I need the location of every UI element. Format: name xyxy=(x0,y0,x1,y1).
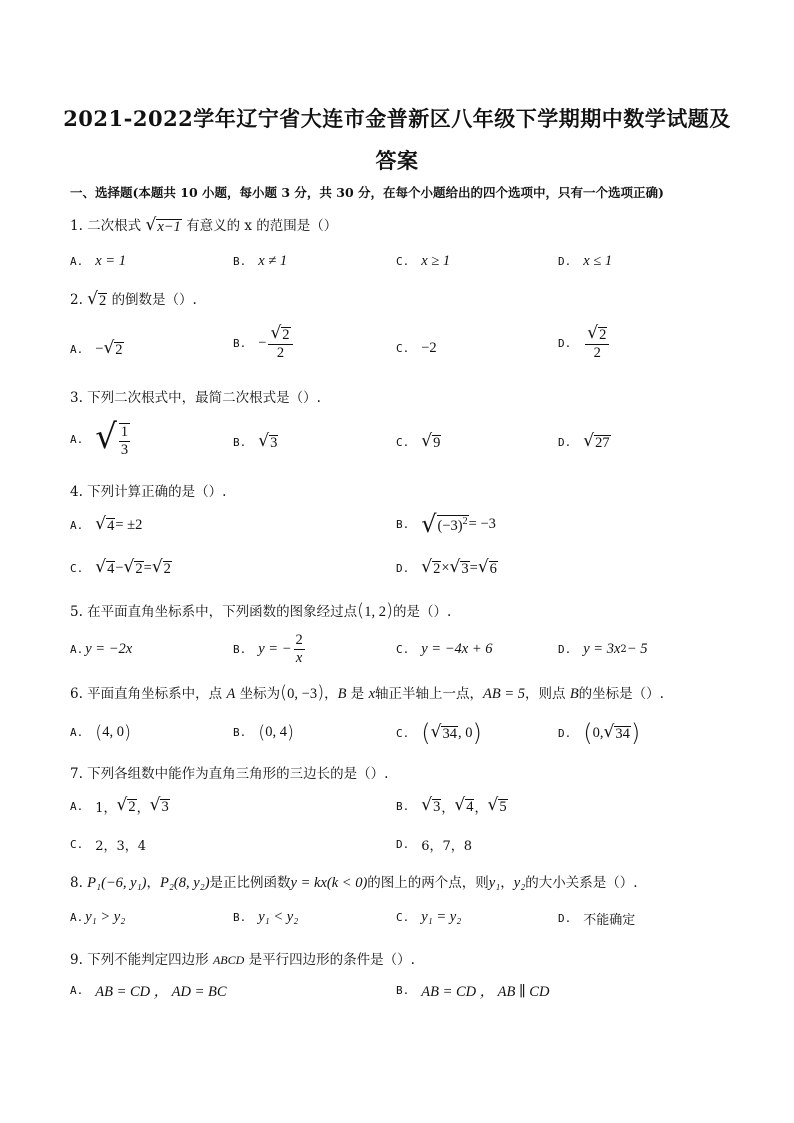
question-7: 7. 下列各组数中能作为直角三角形的三边长的是（）. xyxy=(70,766,389,782)
question-1 xyxy=(70,214,337,236)
option-a[interactable]: A. − √ 2 xyxy=(70,338,123,358)
fraction: √ 2 2 xyxy=(268,325,292,362)
option-b[interactable]: B. − √ 2 2 xyxy=(233,325,295,362)
option-d[interactable]: D. √ 2 2 xyxy=(558,325,611,362)
option-c[interactable]: C. √ 9 xyxy=(396,431,441,451)
option-a[interactable]: A. y = −2x xyxy=(70,641,133,657)
option-d[interactable]: D. ( 0, √ 34 ) xyxy=(558,719,641,747)
option-d[interactable]: D. √ 2 × √ 3 = √ 6 xyxy=(396,557,497,577)
fraction: √ 2 2 xyxy=(585,325,609,362)
option-b[interactable]: B. y₁ < y₂ xyxy=(233,909,299,925)
question-6: 6. 平面直角坐标系中，点 A 坐标为(0, −3)，B 是 x轴正半轴上一点，AB = 5，则点 B的坐标是（）. xyxy=(70,682,664,703)
option-c[interactable]: C. y₁ = y₂ xyxy=(396,909,462,925)
option-d[interactable]: D. x ≤ 1 xyxy=(558,253,613,269)
option-b[interactable]: B. y = − $\frac{2}{x}$ xyxy=(233,632,303,667)
option-d[interactable]: D. √ 27 xyxy=(558,431,610,451)
question-text: 1. 二次根式 xyxy=(70,218,142,234)
option-b[interactable]: B. √ 3 xyxy=(233,431,278,451)
question-8: 8. P₁(−6, y₁)，P₂(8, y₂)是正比例函数y = kx(k < 0)的图上的两个点，则y₁，y₂的大小关系是（）. xyxy=(70,875,638,891)
option-d[interactable]: D. 6，7，8 xyxy=(396,838,473,854)
option-b[interactable]: B. ( 0, 4 ) xyxy=(233,722,295,743)
question-text: 有意义的 x 的范围是（） xyxy=(186,218,338,234)
option-a[interactable]: A. ( 4, 0 ) xyxy=(70,722,132,743)
question-2: 2. √ 2 的倒数是（）. xyxy=(70,289,197,310)
option-a[interactable]: A. y₁ > y₂ xyxy=(70,909,126,925)
fraction: $\frac{2}{x}$ xyxy=(295,632,303,667)
radical: √ x−1 xyxy=(145,215,181,236)
option-d[interactable]: D. 不能确定 xyxy=(558,912,636,928)
option-b[interactable]: B. AB = CD ， AB ∥ CD xyxy=(396,984,550,1000)
page-title: 2021-2022学年辽宁省大连市金普新区八年级下学期期中数学试题及 xyxy=(63,106,731,131)
option-c[interactable]: C. y = −4x + 6 xyxy=(396,641,493,657)
page-title-cont: 答案 xyxy=(375,148,419,173)
option-c[interactable]: C. −2 xyxy=(396,340,437,356)
option-c[interactable]: C. √ 4 − √ 2 = √ 2 xyxy=(70,557,171,577)
question-5: 5. 在平面直角坐标系中，下列函数的图象经过点(1, 2)的是（）. xyxy=(70,600,452,621)
option-b[interactable]: B. x ≠ 1 xyxy=(233,253,288,269)
question-4: 4. 下列计算正确的是（）. xyxy=(70,484,227,500)
option-b[interactable]: B. √ $(-3)^2$ = −3 xyxy=(396,510,496,538)
section-heading: 一、选择题(本题共 10 小题，每小题 3 分，共 30 分，在每个小题给出的四个选项中，只有一个选项正确) xyxy=(70,185,664,200)
option-a[interactable]: A. AB = CD ， AD = BC xyxy=(70,984,227,1000)
option-c[interactable]: C. 2，3，4 xyxy=(70,838,147,854)
option-a[interactable]: A. 1， √ 2 ， √ 3 xyxy=(70,795,169,816)
question-3: 3. 下列二次根式中，最简二次根式是（）. xyxy=(70,390,321,406)
option-a[interactable]: A. √ 4 = ±2 xyxy=(70,514,143,534)
question-9: 9. 下列不能判定四边形 ABCD 是平行四边形的条件是（）. xyxy=(70,952,415,968)
option-a[interactable]: A. x = 1 xyxy=(70,253,126,269)
option-c[interactable]: C. x ≥ 1 xyxy=(396,253,451,269)
option-a[interactable]: A. √ $\frac{1}{3}$ xyxy=(70,417,129,459)
option-b[interactable]: B. √ 3 ， √ 4 ， √ 5 xyxy=(396,795,507,816)
option-c[interactable]: C. ( √ 34 , 0 ) xyxy=(396,719,482,747)
radical: √ 2 xyxy=(87,289,107,310)
option-d[interactable]: D. y = 3x 2 − 5 xyxy=(558,641,648,657)
